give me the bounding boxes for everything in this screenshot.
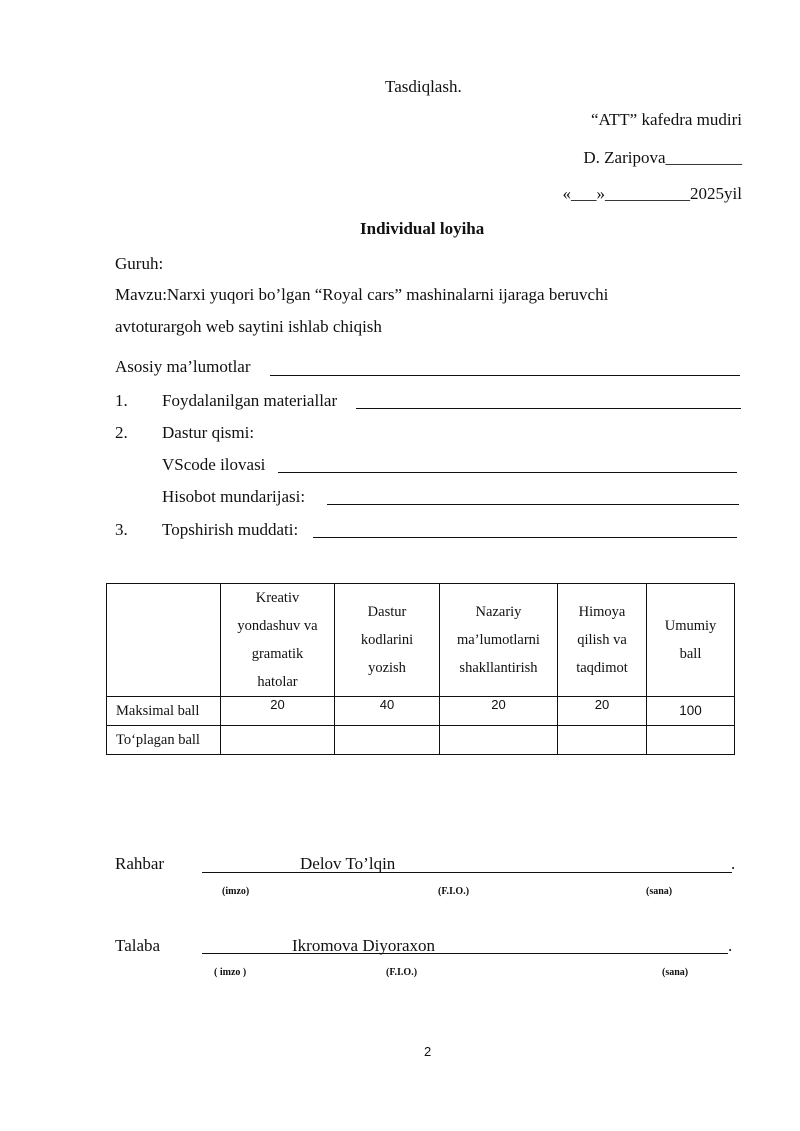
basic-info-fill-line: [270, 375, 740, 376]
approval-title: Tasdiqlash.: [385, 77, 462, 96]
student-line-end: .: [728, 936, 733, 955]
item-fill-line: [356, 408, 741, 409]
item-number: 1.: [115, 391, 128, 410]
table-header-cell: Himoya qilish va taqdimot: [558, 584, 647, 697]
item-label: VScode ilovasi: [162, 455, 266, 474]
item-label: Dastur qismi:: [162, 423, 255, 442]
table-header-cell: Nazariy ma’lumotlarni shakllantirish: [440, 584, 558, 697]
document-title: Individual loyiha: [360, 219, 485, 238]
table-cell: [647, 726, 735, 755]
table-cell: 100: [647, 697, 735, 726]
supervisor-name: Delov To’lqin: [300, 854, 396, 873]
item-label: Foydalanilgan materiallar: [162, 391, 338, 410]
item-number: 3.: [115, 520, 128, 539]
item-number: 2.: [115, 423, 128, 442]
student-name: Ikromova Diyoraxon: [292, 936, 436, 955]
approval-date-line: «___»__________2025yil: [562, 184, 742, 203]
table-cell: 20: [558, 697, 647, 726]
supervisor-signature-line: [202, 872, 732, 873]
group-label: Guruh:: [115, 254, 164, 273]
student-signature-line: [202, 953, 728, 954]
table-cell: 20: [440, 697, 558, 726]
row-label: To‘plagan ball: [107, 726, 221, 755]
score-table: [106, 583, 735, 755]
caption-signature: ( imzo ): [214, 967, 247, 978]
table-cell: [558, 726, 647, 755]
table-header-cell: Dastur kodlarini yozish: [335, 584, 440, 697]
caption-fullname: (F.I.O.): [438, 886, 470, 897]
basic-info-label: Asosiy ma’lumotlar: [115, 357, 251, 376]
table-cell: 20: [221, 697, 335, 726]
table-cell: [335, 726, 440, 755]
caption-date: (sana): [646, 886, 673, 897]
table-header-cell: Umumiy ball: [647, 584, 735, 697]
item-label: Topshirish muddati:: [162, 520, 299, 539]
table-row: [107, 697, 735, 726]
row-label: Maksimal ball: [107, 697, 221, 726]
approver-signature: D. Zaripova_________: [583, 148, 742, 167]
table-row: [107, 726, 735, 755]
item-fill-line: [278, 472, 737, 473]
table-header-row: [107, 584, 735, 697]
table-cell: [221, 726, 335, 755]
topic-line-1: Mavzu:Narxi yuqori bo’lgan “Royal cars” mashinalarni ijaraga beruvchi: [115, 285, 609, 304]
supervisor-label: Rahbar: [115, 854, 165, 873]
table-corner-cell: [107, 584, 221, 697]
item-fill-line: [313, 537, 737, 538]
supervisor-line-end: .: [731, 854, 736, 873]
student-label: Talaba: [115, 936, 161, 955]
caption-date: (sana): [662, 967, 689, 978]
caption-fullname: (F.I.O.): [386, 967, 418, 978]
table-cell: [440, 726, 558, 755]
caption-signature: (imzo): [222, 886, 250, 897]
table-header-cell: Kreativ yondashuv va gramatik hatolar: [221, 584, 335, 697]
item-fill-line: [327, 504, 739, 505]
item-label: Hisobot mundarijasi:: [162, 487, 306, 506]
topic-line-2: avtoturargoh web saytini ishlab chiqish: [115, 317, 382, 336]
page-number: 2: [424, 1044, 432, 1059]
table-cell: 40: [335, 697, 440, 726]
head-of-department: “ATT” kafedra mudiri: [590, 110, 742, 129]
